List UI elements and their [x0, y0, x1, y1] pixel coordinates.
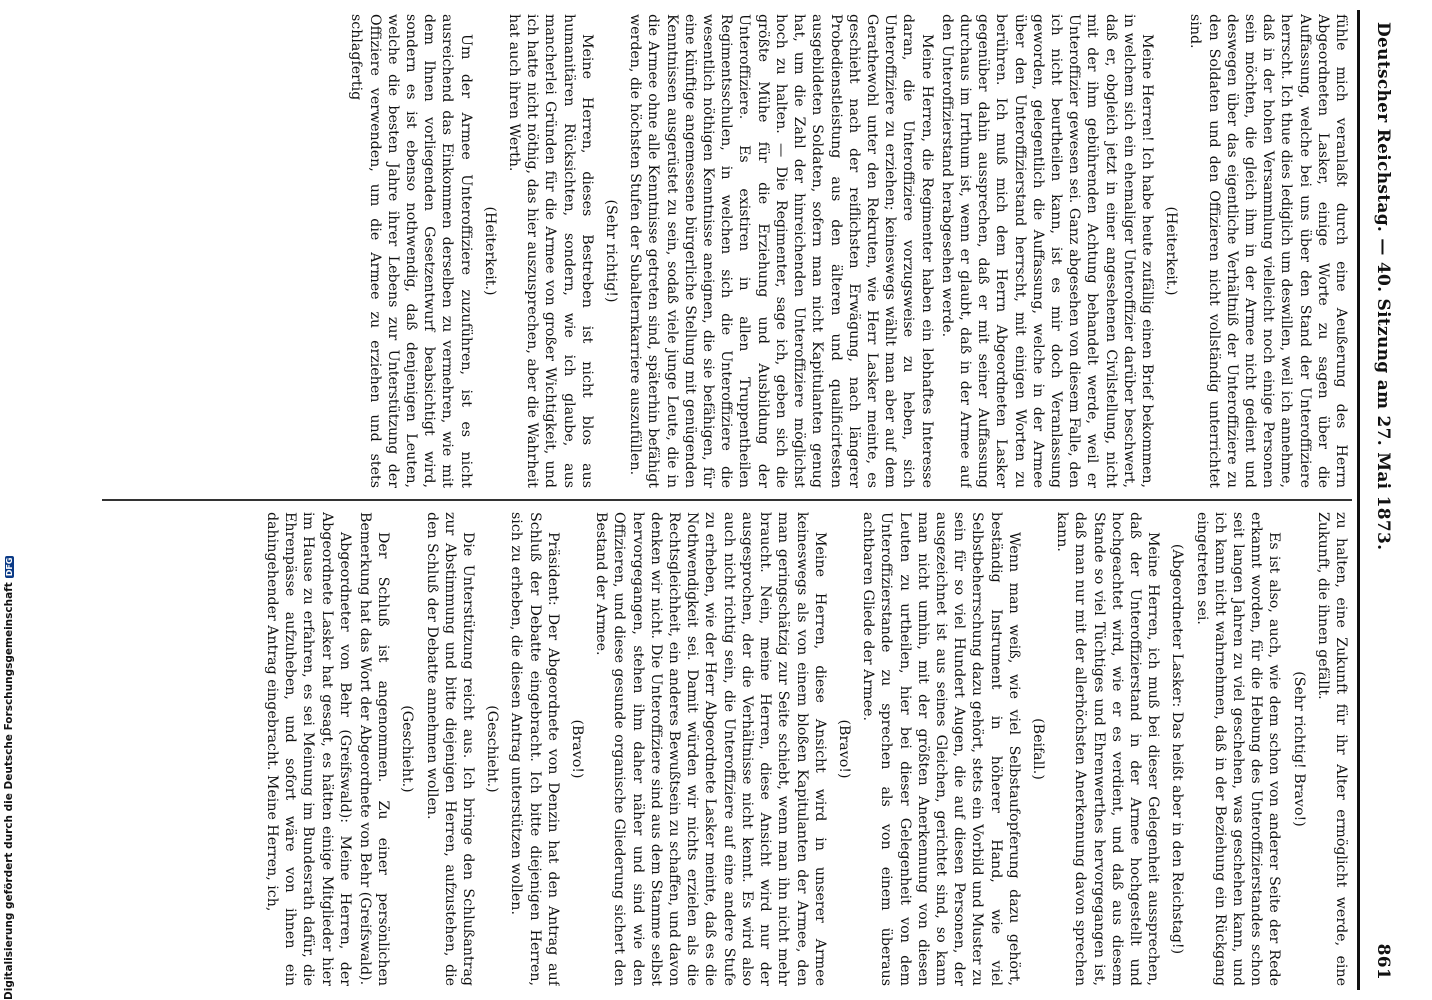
paragraph: Meine Herren, diese Ansicht wird in unserer Armee keineswegs als von einem bloßen Kapitulanten der Armee, den man geringschätzig zur Seite schiebt, wenn man ihn nicht mehr braucht. Nein, meine Herren, diese Ansicht wird nur der ausgesprochen, der die Verhältnisse nicht kennt. Es wird also auch nicht richtig sein, die Unteroffiziere auf eine andere Stufe zu erheben, wie der Herr Abgeordnete Lasker meinte, daß es die Nothwendigkeit sei. Damit würden wir nichts erzielen als die Rechtsgleichheit, ein anderes Bewußtsein zu schaffen, und davon denken wir nicht. Die Unteroffiziere sind aus dem Stamme selbst hervorgegangen, stehen ihm daher näher und sind wie den Offizieren, und diese gesunde organische Gliederung sichert den Bestand der Armee.: [593, 512, 828, 986]
paragraph: Meine Herren, dieses Bestreben ist nicht blos aus humanitären Rücksichten, sondern, wie ich glaube, aus mancherlei Gründen für die Armee von großer Wichtigkeit, und ich hatte nicht nöthig, das hier auszusprechen, aber die Wahrheit hat auch ihren Werth.: [506, 14, 595, 488]
page-header: [1370, 22, 1396, 980]
stage-direction: (Sehr richtig!): [603, 199, 620, 303]
stage-direction: (Abgeordneter Lasker: Das heißt aber in den Reichstag!): [1169, 543, 1186, 955]
stage-direction: (Heiterkeit.): [1163, 206, 1180, 296]
paragraph: Die Unterstützung reicht aus. Ich bringe den Schlußantrag zur Abstimmung und bitte diejenigen Herren, aufzustehen, die den Schluß der Debatte annehmen wollen.: [423, 512, 477, 986]
stage-direction: (Bravo!): [835, 719, 852, 779]
rotated-newspaper-page: [100, 0, 1400, 1000]
paragraph: Es ist also, auch, wie dem schon von anderer Seite der Rede erkannt worden, für die Hebung des Unteroffizierstandes schon seit langen Jahren zu viel geschehen, was geschehen kann, und ich kann nicht wahrnehmen, daß in der Beziehung ein Rückgang eingetreten sei.: [1193, 512, 1283, 986]
dfg-logo: DFG: [4, 557, 14, 577]
credit-text: Digitalisierung gefördert durch die Deutsche Forschungsgemeinschaft: [3, 582, 15, 1000]
stage-direction: (Sehr richtig! Bravo!): [1290, 671, 1307, 827]
paragraph: zu halten, eine Zukunft für ihr Alter ermöglicht werde, eine Zukunft, die ihnen gefällt.: [1314, 512, 1349, 986]
paragraph: fühle mich veranlaßt durch eine Aeußerung des Herrn Abgeordneten Lasker, einige Worte zu sagen über die Auffassung, welche bei uns über den Stand der Unteroffiziere herrscht. Ich thue dies lediglich um deswillen, weil ich annehme, daß in der hohen Versammlung vielleicht noch einige Personen sein möchten, die gleich ihm in der Armee nicht gedient und deswegen über das eigentliche Verhältniß der Unteroffiziere zu den Soldaten und den Offizieren nicht vollständig unterrichtet sind.: [1187, 14, 1349, 488]
stage-direction: (Heiterkeit.): [481, 206, 498, 296]
header-rule: [1357, 10, 1360, 990]
header-title: Deutscher Reichstag. — 40. Sitzung am 27. Mai 1873.: [1373, 22, 1393, 551]
paragraph: Wenn man weiß, wie viel Selbstaufopferung dazu gehört, beständig Instrument in höherer Hand, wie viel Selbstbeherrschung dazu gehört, stets ein Vorbild und Muster zu sein für so viel Hundert Augen, die auf diesen Personen, der ausgezeichnet ist aus seines Gleichen, gerichtet sind, so kann man nicht umhin, mit der größten Anerkennung von diesen Leuten zu urtheilen, hier bei dieser Gelegenheit von dem Unteroffizierstande zu sprechen als von einem überaus achtbaren Gliede der Armee.: [860, 512, 1022, 986]
digitization-credit: [2, 557, 16, 1000]
stage-direction: (Geschieht.): [399, 705, 416, 793]
left-column: [105, 14, 1350, 488]
page-number: 861: [1373, 943, 1393, 980]
paragraph: Meine Herren, ich muß bei dieser Gelegenheit aussprechen, daß der Unteroffizierstand in der Armee hochgestellt und hochgeachtet wird, wie er es verdient, und daß aus diesem Stande so viel Tüchtiges und Ehrenwerthes hervorgegangen ist, daß man nur mit der allerhöchsten Anerkennung davon sprechen kann.: [1054, 512, 1162, 986]
paragraph: Präsident: Der Abgeordnete von Denzin hat den Antrag auf Schluß der Debatte eingebracht. Ich bitte diejenigen Herren, sich zu erheben, die diesen Antrag unterstützen wollen.: [508, 512, 561, 986]
paragraph: Abgeordneter von Behr (Greifswald): Meine Herren, der Abgeordnete Lasker hat gesagt, es hätten einige Mitglieder hier im Hause zu erfahren, es sei Meinung im Bundesrath dafür, die Ehrenpässe aufzuheben, und sofort wäre von ihnen ein dahingehender Antrag eingebracht. Meine Herren, ich,: [264, 512, 353, 986]
paragraph: Meine Herren! Ich habe heute zufällig einen Brief bekommen, in welchem sich ein ehemaliger Unteroffizier darüber beschwert, daß er, obgleich jetzt in einer angesehenen Civilstellung, nicht mit der ihm gebührenden Achtung behandelt werde, weil er Unteroffizier gewesen sei. Ganz abgesehen von diesem Falle, den ich nicht beurtheilen kann, ist es mir doch Veranlassung geworden, gelegentlich die Auffassung, welche in der Armee über den Unteroffizierstand herrscht, mit einigen Worten zu berühren. Ich muß mich dem Herrn Abgeordneten Lasker gegenüber dahin aussprechen, daß er mit seiner Auffassung durchaus im Irrthum ist, wenn er glaubt, daß in der Armee auf den Unteroffizierstand herabgesehen werde.: [938, 14, 1155, 488]
stage-direction: (Bravo!): [569, 719, 586, 779]
stage-direction: (Beifall.): [1029, 718, 1046, 780]
column-divider: [102, 499, 1352, 501]
stage-direction: (Geschieht.): [484, 705, 501, 793]
paragraph: Der Schluß ist angenommen. Zu einer persönlichen Bemerkung hat das Wort der Abgeordnete von Behr (Greifswald).: [357, 512, 392, 986]
right-column: [105, 512, 1350, 986]
paragraph: Meine Herren, die Regimenter haben ein lebhaftes Interesse daran, die Unteroffiziere vorzugsweise zu heben, sich Unteroffiziere zu erziehen; keineswegs wählt man aber auf dem Gerathewohl unter den Rekruten, wie Herr Lasker meinte, es geschieht nach der reiflichsten Erwägung, nach längerer Probedienstleistung aus den älteren und qualificirtesten ausgebildeten Soldaten, sofern man nicht Kapitulanten genug hat, um die Zahl der hinreichenden Unteroffiziere möglichst hoch zu halten. — Die Regimenter, sage ich, geben sich die größte Mühe für die Erziehung und Ausbildung der Unteroffiziere. Es existiren in allen Truppentheilen Regimentsschulen, in welchen sich die Unteroffiziere die wesentlich nöthigen Kenntnisse aneignen, die sie befähigen, für eine künftige angemessene bürgerliche Stellung mit genügenden Kenntnissen ausgerüstet zu sein, sodaß viele junge Leute, die in die Armee ohne alle Kenntnisse getreten sind, späterhin befähigt werden, die höchsten Stufen der Subalternkarriere auszufüllen.: [627, 14, 935, 488]
paragraph: Um der Armee Unteroffiziere zuzuführen, ist es nicht ausreichend das Einkommen derselben zu vermehren, wie mit dem Ihnen vorliegenden Gesetzentwurf beabsichtigt wird, sondern es ist ebenso nothwendig, daß denjenigen Leuten, welche die besten Jahre ihrer Lebens zur Unterstützung der Offiziere verwenden, um die Armee zu erziehen und stets schlagfertig: [348, 14, 474, 488]
